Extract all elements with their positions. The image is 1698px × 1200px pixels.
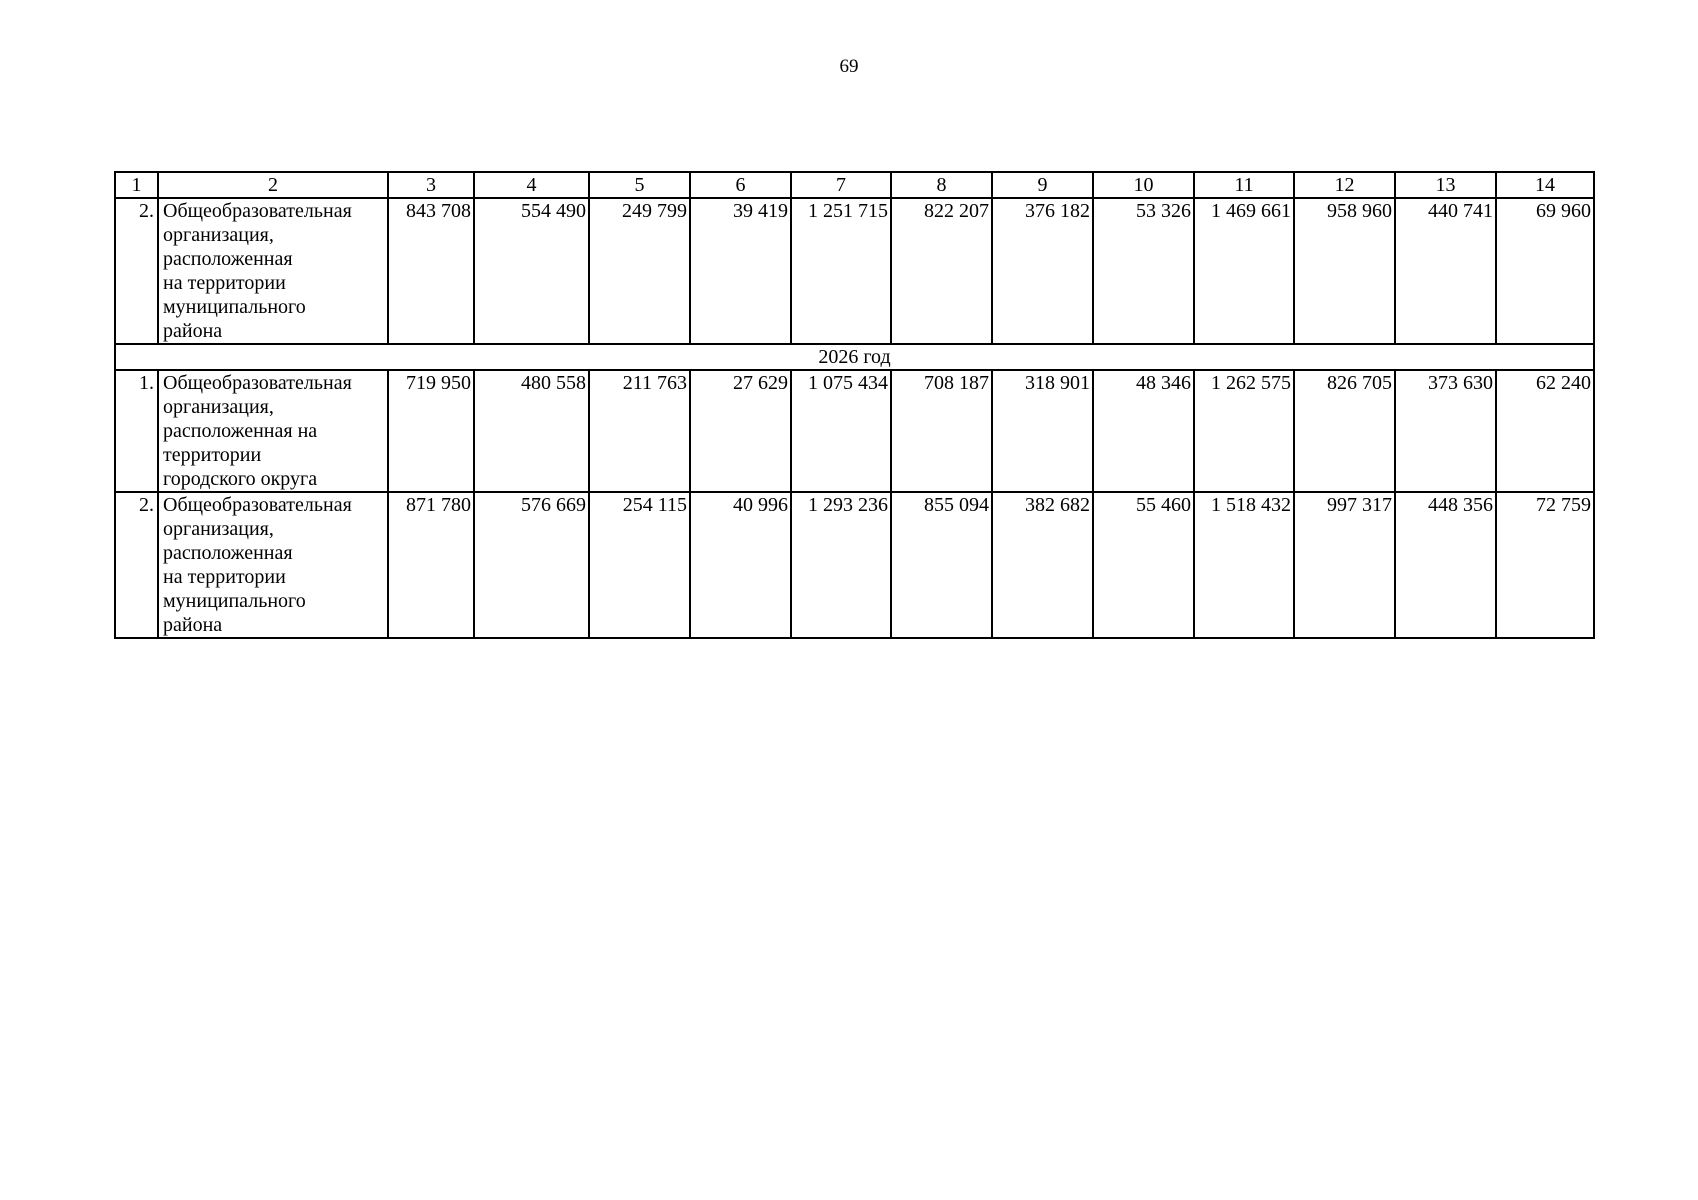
column-header: 6 [690,172,791,198]
organization-name-line: организация, [163,396,274,418]
organization-name-line: муниципального [163,590,306,612]
value-cell: 376 182 [992,198,1093,344]
organization-name-line: городского округа [163,468,318,490]
organization-name-line: расположенная на [163,420,318,442]
value-cell: 1 262 575 [1194,370,1294,492]
value-cell: 62 240 [1496,370,1594,492]
organization-name-line: Общеобразовательная [163,494,352,516]
value-cell: 48 346 [1093,370,1194,492]
value-cell: 440 741 [1395,198,1496,344]
organization-name-line: Общеобразовательная [163,372,352,394]
section-row [115,344,1594,370]
column-header: 13 [1395,172,1496,198]
column-header: 14 [1496,172,1594,198]
value-cell: 448 356 [1395,492,1496,638]
value-cell: 373 630 [1395,370,1496,492]
value-cell: 1 251 715 [791,198,891,344]
value-cell: 1 293 236 [791,492,891,638]
value-cell: 40 996 [690,492,791,638]
organization-name-line: Общеобразовательная [163,200,352,222]
value-cell: 708 187 [891,370,992,492]
column-header: 4 [474,172,589,198]
value-cell: 576 669 [474,492,589,638]
value-cell: 826 705 [1294,370,1395,492]
value-cell: 211 763 [589,370,690,492]
organization-name-line: организация, [163,518,274,540]
value-cell: 249 799 [589,198,690,344]
value-cell: 871 780 [388,492,474,638]
column-header: 2 [158,172,388,198]
value-cell: 382 682 [992,492,1093,638]
organization-name-line: организация, [163,224,274,246]
value-cell: 958 960 [1294,198,1395,344]
value-cell: 69 960 [1496,198,1594,344]
column-header: 8 [891,172,992,198]
value-cell: 554 490 [474,198,589,344]
value-cell: 39 419 [690,198,791,344]
column-number-row [115,172,1594,198]
value-cell: 480 558 [474,370,589,492]
value-cell: 53 326 [1093,198,1194,344]
value-cell: 1 518 432 [1194,492,1294,638]
value-cell: 55 460 [1093,492,1194,638]
column-header: 5 [589,172,690,198]
value-cell: 719 950 [388,370,474,492]
organization-name-line: на территории [163,272,286,294]
value-cell: 1 075 434 [791,370,891,492]
column-header: 9 [992,172,1093,198]
organization-name [158,492,388,638]
value-cell: 855 094 [891,492,992,638]
organization-name-line: расположенная [163,248,293,270]
data-table [114,171,1595,639]
value-cell: 318 901 [992,370,1093,492]
value-cell: 822 207 [891,198,992,344]
value-cell: 254 115 [589,492,690,638]
row-index: 2. [115,198,158,344]
value-cell: 843 708 [388,198,474,344]
column-header: 3 [388,172,474,198]
organization-name-line: района [163,320,223,342]
value-cell: 997 317 [1294,492,1395,638]
column-header: 10 [1093,172,1194,198]
value-cell: 27 629 [690,370,791,492]
table-row [115,370,1594,492]
organization-name-line: муниципального [163,296,306,318]
table-row [115,198,1594,344]
column-header: 1 [115,172,158,198]
organization-name-line: района [163,614,223,636]
table-row [115,492,1594,638]
value-cell: 1 469 661 [1194,198,1294,344]
organization-name-line: на территории [163,566,286,588]
organization-name-line: расположенная [163,542,293,564]
column-header: 7 [791,172,891,198]
column-header: 12 [1294,172,1395,198]
section-title: 2026 год [115,344,1594,370]
value-cell: 72 759 [1496,492,1594,638]
page-number: 69 [839,56,859,77]
organization-name [158,370,388,492]
row-index: 1. [115,370,158,492]
column-header: 11 [1194,172,1294,198]
organization-name [158,198,388,344]
row-index: 2. [115,492,158,638]
organization-name-line: территории [163,444,262,466]
